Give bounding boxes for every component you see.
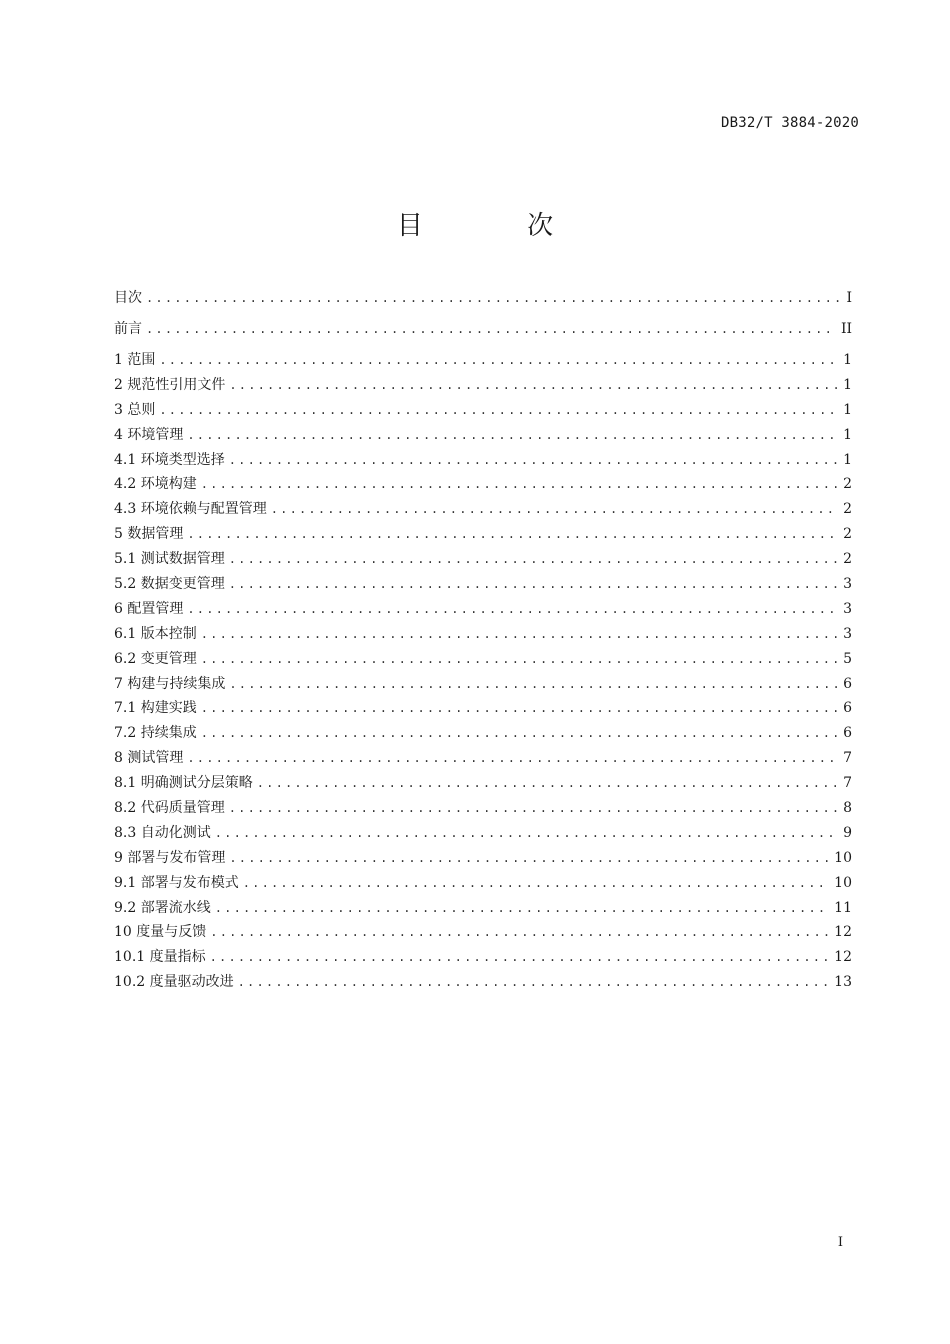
toc-entry-page: 7 — [843, 775, 852, 792]
toc-entry-page: 1 — [843, 426, 852, 443]
toc-entry-page: 12 — [834, 924, 852, 941]
toc-entry[interactable] — [114, 672, 852, 697]
toc-entry-label: 3 总则 — [114, 401, 156, 418]
toc-dot-leader — [146, 286, 840, 311]
toc-entry-label: 6 配置管理 — [114, 600, 184, 617]
toc-entry-label: 6.2 变更管理 — [114, 650, 197, 667]
toc-entry[interactable] — [114, 472, 852, 497]
toc-entry-label: 4.3 环境依赖与配置管理 — [114, 501, 267, 518]
toc-entry-label: 4.1 环境类型选择 — [114, 451, 225, 468]
toc-entry[interactable] — [114, 970, 852, 995]
toc-entry[interactable] — [114, 696, 852, 721]
toc-entry-page: 6 — [843, 725, 852, 742]
toc-entry-label: 前言 — [114, 321, 142, 337]
toc-entry[interactable] — [114, 746, 852, 771]
toc-entry[interactable] — [114, 547, 852, 572]
toc-entry-label: 7.1 构建实践 — [114, 700, 197, 717]
toc-entry[interactable] — [114, 348, 852, 373]
toc-entry-page: 13 — [834, 974, 852, 991]
toc-entry-page: 5 — [843, 650, 852, 667]
page-number: I — [837, 1235, 843, 1250]
toc-entry-page: 11 — [834, 899, 852, 916]
toc-entry-label: 7.2 持续集成 — [114, 725, 197, 742]
toc-entry[interactable] — [114, 398, 852, 423]
toc-entry-page: 1 — [843, 352, 852, 368]
toc-entry-label: 10 度量与反馈 — [114, 924, 207, 941]
toc-entry-page: 9 — [843, 824, 852, 841]
toc-entry-label: 4 环境管理 — [114, 426, 184, 443]
toc-entry-label: 9.2 部署流水线 — [114, 899, 211, 916]
toc-entry-page: 8 — [843, 800, 852, 817]
toc-entry[interactable] — [114, 896, 852, 921]
toc-entry[interactable] — [114, 945, 852, 970]
toc-entry[interactable] — [114, 423, 852, 448]
toc-entry-label: 10.2 度量驱动改进 — [114, 974, 234, 991]
toc-entry-label: 9 部署与发布管理 — [114, 849, 226, 866]
toc-entry[interactable] — [114, 286, 852, 310]
toc-entry[interactable] — [114, 448, 852, 473]
toc-entry-label: 8.1 明确测试分层策略 — [114, 775, 253, 792]
toc-entry[interactable] — [114, 796, 852, 821]
table-of-contents — [114, 286, 852, 995]
toc-entry[interactable] — [114, 871, 852, 896]
toc-entry-label: 4.2 环境构建 — [114, 476, 197, 493]
toc-entry-page: I — [846, 290, 852, 306]
toc-entry[interactable] — [114, 846, 852, 871]
toc-entry-page: 7 — [843, 750, 852, 767]
toc-dot-leader — [243, 871, 828, 896]
toc-dot-leader — [201, 622, 837, 647]
toc-entry[interactable] — [114, 920, 852, 945]
toc-entry[interactable] — [114, 373, 852, 398]
toc-dot-leader — [229, 547, 837, 572]
toc-dot-leader — [229, 796, 837, 821]
toc-dot-leader — [210, 920, 828, 945]
toc-dot-leader — [187, 746, 837, 771]
toc-dot-leader — [210, 945, 829, 970]
toc-entry-page: 2 — [843, 551, 852, 568]
toc-entry[interactable] — [114, 572, 852, 597]
toc-entry-page: 3 — [843, 625, 852, 642]
toc-entry-page: 3 — [843, 576, 852, 593]
toc-entry-label: 10.1 度量指标 — [114, 949, 206, 966]
toc-entry[interactable] — [114, 597, 852, 622]
toc-entry-page: 10 — [834, 874, 852, 891]
toc-dot-leader — [229, 846, 828, 871]
toc-entry-label: 2 规范性引用文件 — [114, 376, 226, 393]
toc-entry-page: 12 — [834, 949, 852, 966]
toc-entry-page: 2 — [843, 501, 852, 518]
toc-title: 目 次 — [396, 211, 602, 241]
toc-dot-leader — [215, 896, 828, 921]
toc-dot-leader — [159, 348, 837, 373]
toc-entry-page: 2 — [843, 526, 852, 543]
toc-entry-label: 5.1 测试数据管理 — [114, 551, 225, 568]
toc-entry-label: 9.1 部署与发布模式 — [114, 874, 239, 891]
toc-entry-page: 2 — [843, 476, 852, 493]
toc-entry[interactable] — [114, 622, 852, 647]
toc-entry-label: 8.3 自动化测试 — [114, 824, 211, 841]
toc-entry-page: 10 — [834, 849, 852, 866]
toc-entry[interactable] — [114, 771, 852, 796]
toc-dot-leader — [201, 721, 837, 746]
toc-entry-label: 5.2 数据变更管理 — [114, 576, 225, 593]
document-code: DB32/T 3884-2020 — [720, 115, 859, 131]
toc-entry[interactable] — [114, 821, 852, 846]
toc-dot-leader — [201, 696, 837, 721]
toc-entry-label: 8 测试管理 — [114, 750, 184, 767]
toc-dot-leader — [271, 497, 837, 522]
toc-entry-page: 3 — [843, 600, 852, 617]
toc-entry-page: 6 — [843, 675, 852, 692]
toc-dot-leader — [229, 448, 837, 473]
toc-entry-page: 6 — [843, 700, 852, 717]
toc-entry-label: 1 范围 — [114, 352, 156, 368]
toc-dot-leader — [229, 572, 837, 597]
toc-dot-leader — [257, 771, 837, 796]
toc-entry[interactable] — [114, 497, 852, 522]
toc-dot-leader — [229, 373, 837, 398]
toc-entry-page: 1 — [843, 451, 852, 468]
toc-entry-label: 8.2 代码质量管理 — [114, 800, 225, 817]
toc-entry-page: II — [840, 321, 852, 337]
toc-dot-leader — [201, 647, 837, 672]
toc-dot-leader — [159, 398, 837, 423]
toc-entry-label: 7 构建与持续集成 — [114, 675, 226, 692]
toc-entry[interactable] — [114, 647, 852, 672]
toc-entry-label: 5 数据管理 — [114, 526, 184, 543]
toc-entry-label: 6.1 版本控制 — [114, 625, 197, 642]
toc-entry-page: 1 — [843, 376, 852, 393]
toc-entry-label: 目次 — [114, 290, 142, 306]
toc-dot-leader — [215, 821, 837, 846]
toc-dot-leader — [187, 423, 837, 448]
toc-entry[interactable] — [114, 310, 852, 348]
toc-dot-leader — [187, 522, 837, 547]
toc-dot-leader — [201, 472, 837, 497]
toc-dot-leader — [229, 672, 837, 697]
toc-entry[interactable] — [114, 522, 852, 547]
toc-entry-page: 1 — [843, 401, 852, 418]
toc-dot-leader — [187, 597, 837, 622]
toc-dot-leader — [146, 310, 835, 348]
toc-entry[interactable] — [114, 721, 852, 746]
toc-dot-leader — [238, 970, 829, 995]
